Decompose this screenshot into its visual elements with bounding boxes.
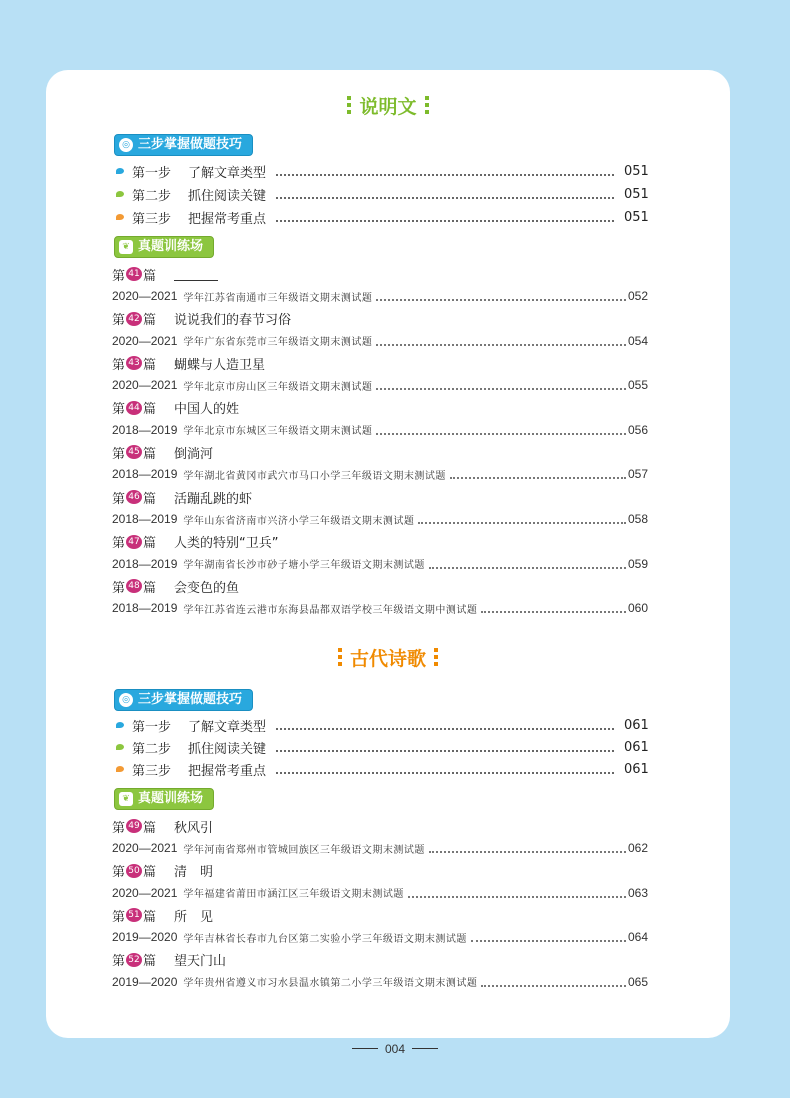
article-title-row[interactable] xyxy=(112,906,213,924)
dot-leader xyxy=(481,977,626,987)
section-title-text: 说明文 xyxy=(359,96,417,118)
leaf-bullet-icon xyxy=(116,766,124,772)
article-suffix: 篇 xyxy=(143,357,157,373)
toc-card xyxy=(46,70,730,1038)
practice-badge-label: 真题训练场 xyxy=(138,239,204,254)
article-source: 学年福建省莆田市涵江区三年级语文期末测试题 xyxy=(183,889,404,901)
step-name: 第三步 xyxy=(132,763,172,779)
step-row[interactable] xyxy=(116,207,649,227)
page-footer xyxy=(0,1042,790,1056)
step-name: 第二步 xyxy=(132,188,172,204)
article-title: 倒淌河 xyxy=(174,446,214,462)
section-title xyxy=(46,92,730,119)
title-deco-right xyxy=(425,96,429,116)
dot-leader xyxy=(276,720,614,730)
dot-leader xyxy=(429,559,626,569)
step-row[interactable] xyxy=(116,715,649,735)
article-source: 学年江苏省南通市三年级语文期末测试题 xyxy=(183,292,373,304)
dot-leader xyxy=(481,603,626,613)
steps-badge xyxy=(114,134,253,156)
dot-leader xyxy=(276,189,614,199)
dot-leader xyxy=(450,469,626,479)
article-prefix: 第 xyxy=(112,446,126,462)
article-number-badge: 48 xyxy=(126,579,142,593)
article-prefix: 第 xyxy=(112,580,126,596)
article-title: 说说我们的春节习俗 xyxy=(174,313,292,329)
article-years: 2018—2019 xyxy=(112,467,178,482)
article-years: 2018—2019 xyxy=(112,422,178,437)
article-source-row[interactable] xyxy=(112,422,648,438)
article-title-row[interactable] xyxy=(112,488,252,506)
practice-badge-label: 真题训练场 xyxy=(138,791,204,806)
article-source: 学年北京市房山区三年级语文期末测试题 xyxy=(183,381,373,393)
article-prefix: 第 xyxy=(112,268,126,284)
dot-leader xyxy=(376,425,626,435)
article-number-badge: 41 xyxy=(126,267,142,281)
step-name: 第三步 xyxy=(132,211,172,227)
article-page: 065 xyxy=(627,974,648,989)
article-page: 055 xyxy=(627,378,648,393)
article-prefix: 第 xyxy=(112,954,126,970)
butterfly-icon: ❦ xyxy=(119,240,133,254)
article-prefix: 第 xyxy=(112,357,126,373)
dot-leader xyxy=(276,742,614,752)
leaf-bullet-icon xyxy=(116,744,124,750)
step-name: 第一步 xyxy=(132,719,172,735)
article-suffix: 篇 xyxy=(143,491,157,507)
dot-leader xyxy=(376,336,626,346)
article-title-row[interactable] xyxy=(112,862,213,880)
article-number-badge: 42 xyxy=(126,312,142,326)
article-title-blank xyxy=(174,268,218,281)
step-page: 061 xyxy=(624,761,649,777)
step-name: 第二步 xyxy=(132,741,172,757)
article-number-badge: 45 xyxy=(126,445,142,459)
article-source-row[interactable] xyxy=(112,511,648,527)
article-source-row[interactable] xyxy=(112,288,648,304)
article-suffix: 篇 xyxy=(143,268,157,284)
article-years: 2018—2019 xyxy=(112,601,178,616)
practice-badge xyxy=(114,788,214,810)
article-source-row[interactable] xyxy=(112,556,648,572)
article-number-badge: 51 xyxy=(126,908,142,922)
article-years: 2020—2021 xyxy=(112,289,178,303)
article-page: 057 xyxy=(627,467,648,482)
section-title xyxy=(46,644,730,671)
article-source-row[interactable] xyxy=(112,840,648,856)
steps-badge xyxy=(114,689,253,711)
article-title-row[interactable] xyxy=(112,577,239,595)
dot-leader xyxy=(408,888,626,898)
leaf-bullet-icon xyxy=(116,191,124,197)
article-title: 中国人的姓 xyxy=(174,402,240,418)
article-source-row[interactable] xyxy=(112,333,648,349)
article-source-row[interactable] xyxy=(112,885,648,901)
leaf-bullet-icon xyxy=(116,214,124,220)
title-deco-left xyxy=(347,96,351,116)
article-title-row[interactable] xyxy=(112,951,226,969)
article-suffix: 篇 xyxy=(143,536,157,552)
article-title-row[interactable] xyxy=(112,265,218,283)
article-years: 2018—2019 xyxy=(112,512,178,526)
article-source: 学年山东省济南市兴济小学三年级语文期末测试题 xyxy=(183,515,415,527)
dot-leader xyxy=(376,380,626,390)
article-source: 学年湖北省黄冈市武穴市马口小学三年级语文期末测试题 xyxy=(183,470,446,482)
step-page: 051 xyxy=(624,209,649,225)
article-suffix: 篇 xyxy=(143,865,157,881)
article-prefix: 第 xyxy=(112,909,126,925)
leaf-bullet-icon xyxy=(116,722,124,728)
article-source-row[interactable] xyxy=(112,929,648,945)
article-years: 2020—2021 xyxy=(112,841,178,855)
article-title-row[interactable] xyxy=(112,817,213,835)
article-source: 学年江苏省连云港市东海县晶都双语学校三年级语文期中测试题 xyxy=(183,604,478,616)
article-suffix: 篇 xyxy=(143,580,157,596)
step-page: 061 xyxy=(624,739,649,755)
article-source-row[interactable] xyxy=(112,466,648,482)
article-years: 2020—2021 xyxy=(112,885,178,900)
step-page: 051 xyxy=(624,186,649,202)
article-page: 062 xyxy=(627,841,648,855)
article-prefix: 第 xyxy=(112,313,126,329)
butterfly-icon: ❦ xyxy=(119,792,133,806)
article-years: 2018—2019 xyxy=(112,556,178,571)
article-page: 052 xyxy=(627,289,648,303)
dot-leader xyxy=(276,166,614,176)
article-title: 所 见 xyxy=(174,909,214,925)
article-suffix: 篇 xyxy=(143,446,157,462)
step-title: 把握常考重点 xyxy=(188,211,267,227)
article-page: 059 xyxy=(627,556,648,571)
step-title: 抓住阅读关键 xyxy=(188,741,267,757)
article-page: 060 xyxy=(627,601,648,616)
article-years: 2020—2021 xyxy=(112,333,178,348)
article-title: 活蹦乱跳的虾 xyxy=(174,491,253,507)
title-deco-right xyxy=(434,648,438,668)
article-prefix: 第 xyxy=(112,536,126,552)
article-title-row[interactable] xyxy=(112,443,213,461)
article-prefix: 第 xyxy=(112,820,126,836)
article-prefix: 第 xyxy=(112,865,126,881)
dot-leader xyxy=(376,291,626,301)
dot-leader xyxy=(471,932,626,942)
article-source: 学年河南省郑州市管城回族区三年级语文期末测试题 xyxy=(183,844,425,856)
article-number-badge: 50 xyxy=(126,864,142,878)
article-number-badge: 44 xyxy=(126,401,142,415)
page-number: 004 xyxy=(384,1042,406,1056)
article-title: 清 明 xyxy=(174,865,214,881)
article-title: 秋风引 xyxy=(174,820,214,836)
footer-rule-left xyxy=(352,1048,378,1049)
article-suffix: 篇 xyxy=(143,909,157,925)
practice-badge xyxy=(114,236,214,258)
article-source: 学年贵州省遵义市习水县温水镇第二小学三年级语文期末测试题 xyxy=(183,978,478,990)
article-suffix: 篇 xyxy=(143,402,157,418)
article-page: 064 xyxy=(627,930,648,945)
dot-leader xyxy=(429,843,626,853)
article-prefix: 第 xyxy=(112,491,126,507)
step-name: 第一步 xyxy=(132,165,172,181)
article-prefix: 第 xyxy=(112,402,126,418)
leaf-bullet-icon xyxy=(116,168,124,174)
article-title-row[interactable] xyxy=(112,533,279,551)
article-source: 学年湖南省长沙市砂子塘小学三年级语文期末测试题 xyxy=(183,560,425,572)
target-icon: ◎ xyxy=(119,138,133,152)
article-title: 蝴蝶与人造卫星 xyxy=(174,357,266,373)
article-number-badge: 46 xyxy=(126,490,142,504)
article-source: 学年吉林省长春市九台区第二实验小学三年级语文期末测试题 xyxy=(183,933,467,945)
step-row[interactable] xyxy=(116,759,649,779)
article-source: 学年北京市东城区三年级语文期末测试题 xyxy=(183,426,373,438)
article-source-row[interactable] xyxy=(112,974,648,990)
article-years: 2019—2020 xyxy=(112,974,178,989)
steps-badge-label: 三步掌握做题技巧 xyxy=(138,137,243,152)
article-title-row[interactable] xyxy=(112,310,291,328)
dot-leader xyxy=(276,764,614,774)
article-title: 人类的特别“卫兵” xyxy=(174,536,279,552)
step-title: 了解文章类型 xyxy=(188,719,267,735)
article-years: 2020—2021 xyxy=(112,378,178,393)
title-deco-left xyxy=(338,648,342,668)
step-page: 061 xyxy=(624,717,649,733)
article-number-badge: 52 xyxy=(126,953,142,967)
article-source: 学年广东省东莞市三年级语文期末测试题 xyxy=(183,337,373,349)
footer-rule-right xyxy=(412,1048,438,1049)
article-title: 会变色的鱼 xyxy=(174,580,240,596)
article-source-row[interactable] xyxy=(112,600,648,616)
dot-leader xyxy=(276,212,614,222)
step-row[interactable] xyxy=(116,161,649,181)
step-row[interactable] xyxy=(116,184,649,204)
article-suffix: 篇 xyxy=(143,820,157,836)
article-page: 054 xyxy=(627,333,648,348)
article-number-badge: 47 xyxy=(126,535,142,549)
article-title-row[interactable] xyxy=(112,354,265,372)
step-title: 了解文章类型 xyxy=(188,165,267,181)
steps-badge-label: 三步掌握做题技巧 xyxy=(138,692,243,707)
article-source-row[interactable] xyxy=(112,377,648,393)
step-row[interactable] xyxy=(116,737,649,757)
section-title-text: 古代诗歌 xyxy=(349,648,426,670)
article-page: 058 xyxy=(627,512,648,526)
article-page: 056 xyxy=(627,422,648,437)
article-suffix: 篇 xyxy=(143,954,157,970)
article-years: 2019—2020 xyxy=(112,930,178,945)
step-title: 把握常考重点 xyxy=(188,763,267,779)
article-number-badge: 43 xyxy=(126,356,142,370)
step-page: 051 xyxy=(624,163,649,179)
article-suffix: 篇 xyxy=(143,313,157,329)
article-page: 063 xyxy=(627,885,648,900)
article-title: 望天门山 xyxy=(174,954,227,970)
dot-leader xyxy=(418,514,626,524)
article-number-badge: 49 xyxy=(126,819,142,833)
article-title-row[interactable] xyxy=(112,399,239,417)
target-icon: ◎ xyxy=(119,693,133,707)
step-title: 抓住阅读关键 xyxy=(188,188,267,204)
